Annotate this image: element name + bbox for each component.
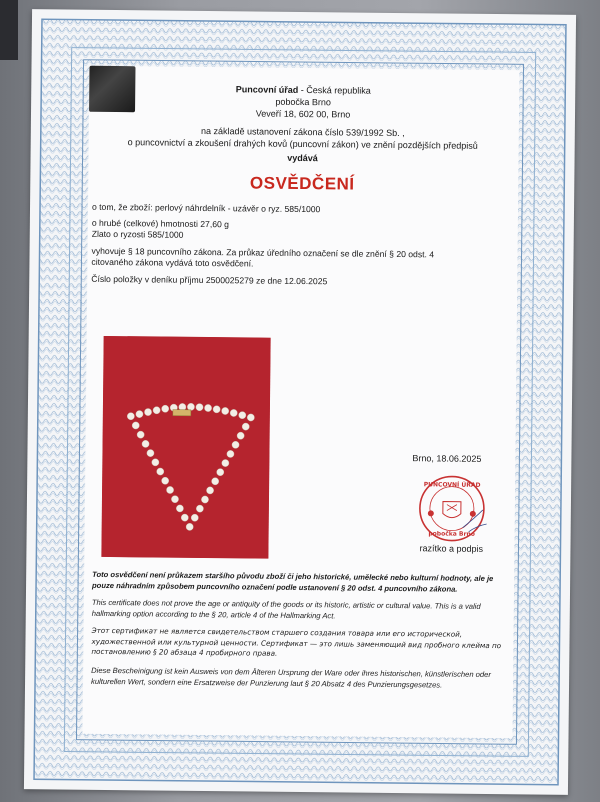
pearl xyxy=(239,412,246,419)
necklace-photo xyxy=(101,336,270,559)
pearl xyxy=(213,406,220,413)
stamp-signature-label: razítko a podpis xyxy=(419,543,484,554)
law-line-1: na základě ustanovení zákona číslo 539/1992 Sb. , xyxy=(200,125,405,139)
complies-line-1: vyhovuje § 18 puncovního zákona. Za průkaz úředního označení se dle znění § 20 odst. 4 xyxy=(91,245,435,260)
item-line: o tom, že zboží: perlový náhrdelník - uzávěr o ryz. 585/1000 xyxy=(91,201,321,215)
note-english: This certificate does not prove the age or antiquity of the goods or its historic, artistic or cultural value. This is a valid hallmarking option according to the § 20, article 4 of the Hallmarking Act. xyxy=(91,597,481,620)
pearl xyxy=(137,431,144,438)
certificate-title: OSVĚDČENÍ xyxy=(249,173,355,194)
certificate-paper xyxy=(24,9,576,795)
pearl xyxy=(171,496,178,503)
seal-bottom-text: pobočka Brno xyxy=(428,530,475,538)
pearl xyxy=(222,407,229,414)
dark-corner xyxy=(0,0,18,60)
pearl xyxy=(237,432,244,439)
pearl xyxy=(196,404,203,411)
issues-line: vydává xyxy=(287,152,318,164)
place-date: Brno, 18.06.2025 xyxy=(412,453,482,464)
pearl xyxy=(191,514,198,521)
pearl xyxy=(186,523,193,530)
pearl xyxy=(222,459,229,466)
pearl xyxy=(147,449,154,456)
pearl xyxy=(136,410,143,417)
pearl xyxy=(230,409,237,416)
pearl xyxy=(247,414,254,421)
office-line: Puncovní úřad - Česká republika xyxy=(235,84,371,96)
pearl xyxy=(144,408,151,415)
pearl xyxy=(181,514,188,521)
complies-line-2: citovaného zákona vydává toto osvědčení. xyxy=(91,256,254,269)
pearl xyxy=(153,407,160,414)
pearl xyxy=(206,487,213,494)
pearl xyxy=(162,477,169,484)
address-line: Veveří 18, 602 00, Brno xyxy=(255,108,351,120)
note-czech: Toto osvědčení není průkazem staršího původu zboží či jeho historické, umělecké nebo kulturní hodnoty, ale je pouze náhradním způsobem puncovního označení podle ustanovení § 20 odst. 4 puncovního zákona. xyxy=(92,569,494,594)
pearl xyxy=(242,423,249,430)
pearl xyxy=(232,441,239,448)
pearl-necklace-image xyxy=(101,336,270,559)
law-line-2: o puncovnictví a zkoušení drahých kovů (puncovní zákon) ve znění pozdějších předpisů xyxy=(127,137,478,151)
pearl xyxy=(196,505,203,512)
branch-line: pobočka Brno xyxy=(275,96,331,108)
pearl xyxy=(142,440,149,447)
pearl xyxy=(157,468,164,475)
pearl xyxy=(212,478,219,485)
pearl xyxy=(162,405,169,412)
note-russian: Этот сертификат не является свидетельством старшего создания товара или его исторической, художественной или культурной ценности. Сертификат — это лишь заменяющий вид пробного клейма по постановлению § 20 абзаца 4 пробирного права. xyxy=(91,625,502,658)
gold-line: Zlato o ryzosti 585/1000 xyxy=(91,228,184,240)
seal-top-text: PUNCOVNÍ ÚŘAD xyxy=(423,481,481,489)
note-german: Diese Bescheinigung ist kein Ausweis von dem Älteren Ursprung der Ware oder ihres historischen, künstlerischen oder kulturellen Wert, sondern eine Ersatzweise der Punzierung laut § 20 Absatz 4 des Punzierungsgesetzes. xyxy=(91,665,491,690)
pearl xyxy=(217,469,224,476)
pearl xyxy=(176,505,183,512)
pearl xyxy=(152,459,159,466)
pearl xyxy=(132,422,139,429)
pearl xyxy=(227,450,234,457)
register-line: Číslo položky v deníku příjmu 2500025279 ze dne 12.06.2025 xyxy=(91,273,328,287)
official-seal-icon xyxy=(417,473,488,544)
weight-line: o hrubé (celkové) hmotnosti 27,60 g xyxy=(91,217,230,230)
pearl xyxy=(127,413,134,420)
pearl xyxy=(204,404,211,411)
pearl xyxy=(166,486,173,493)
pearl xyxy=(201,496,208,503)
pearl xyxy=(187,403,194,410)
